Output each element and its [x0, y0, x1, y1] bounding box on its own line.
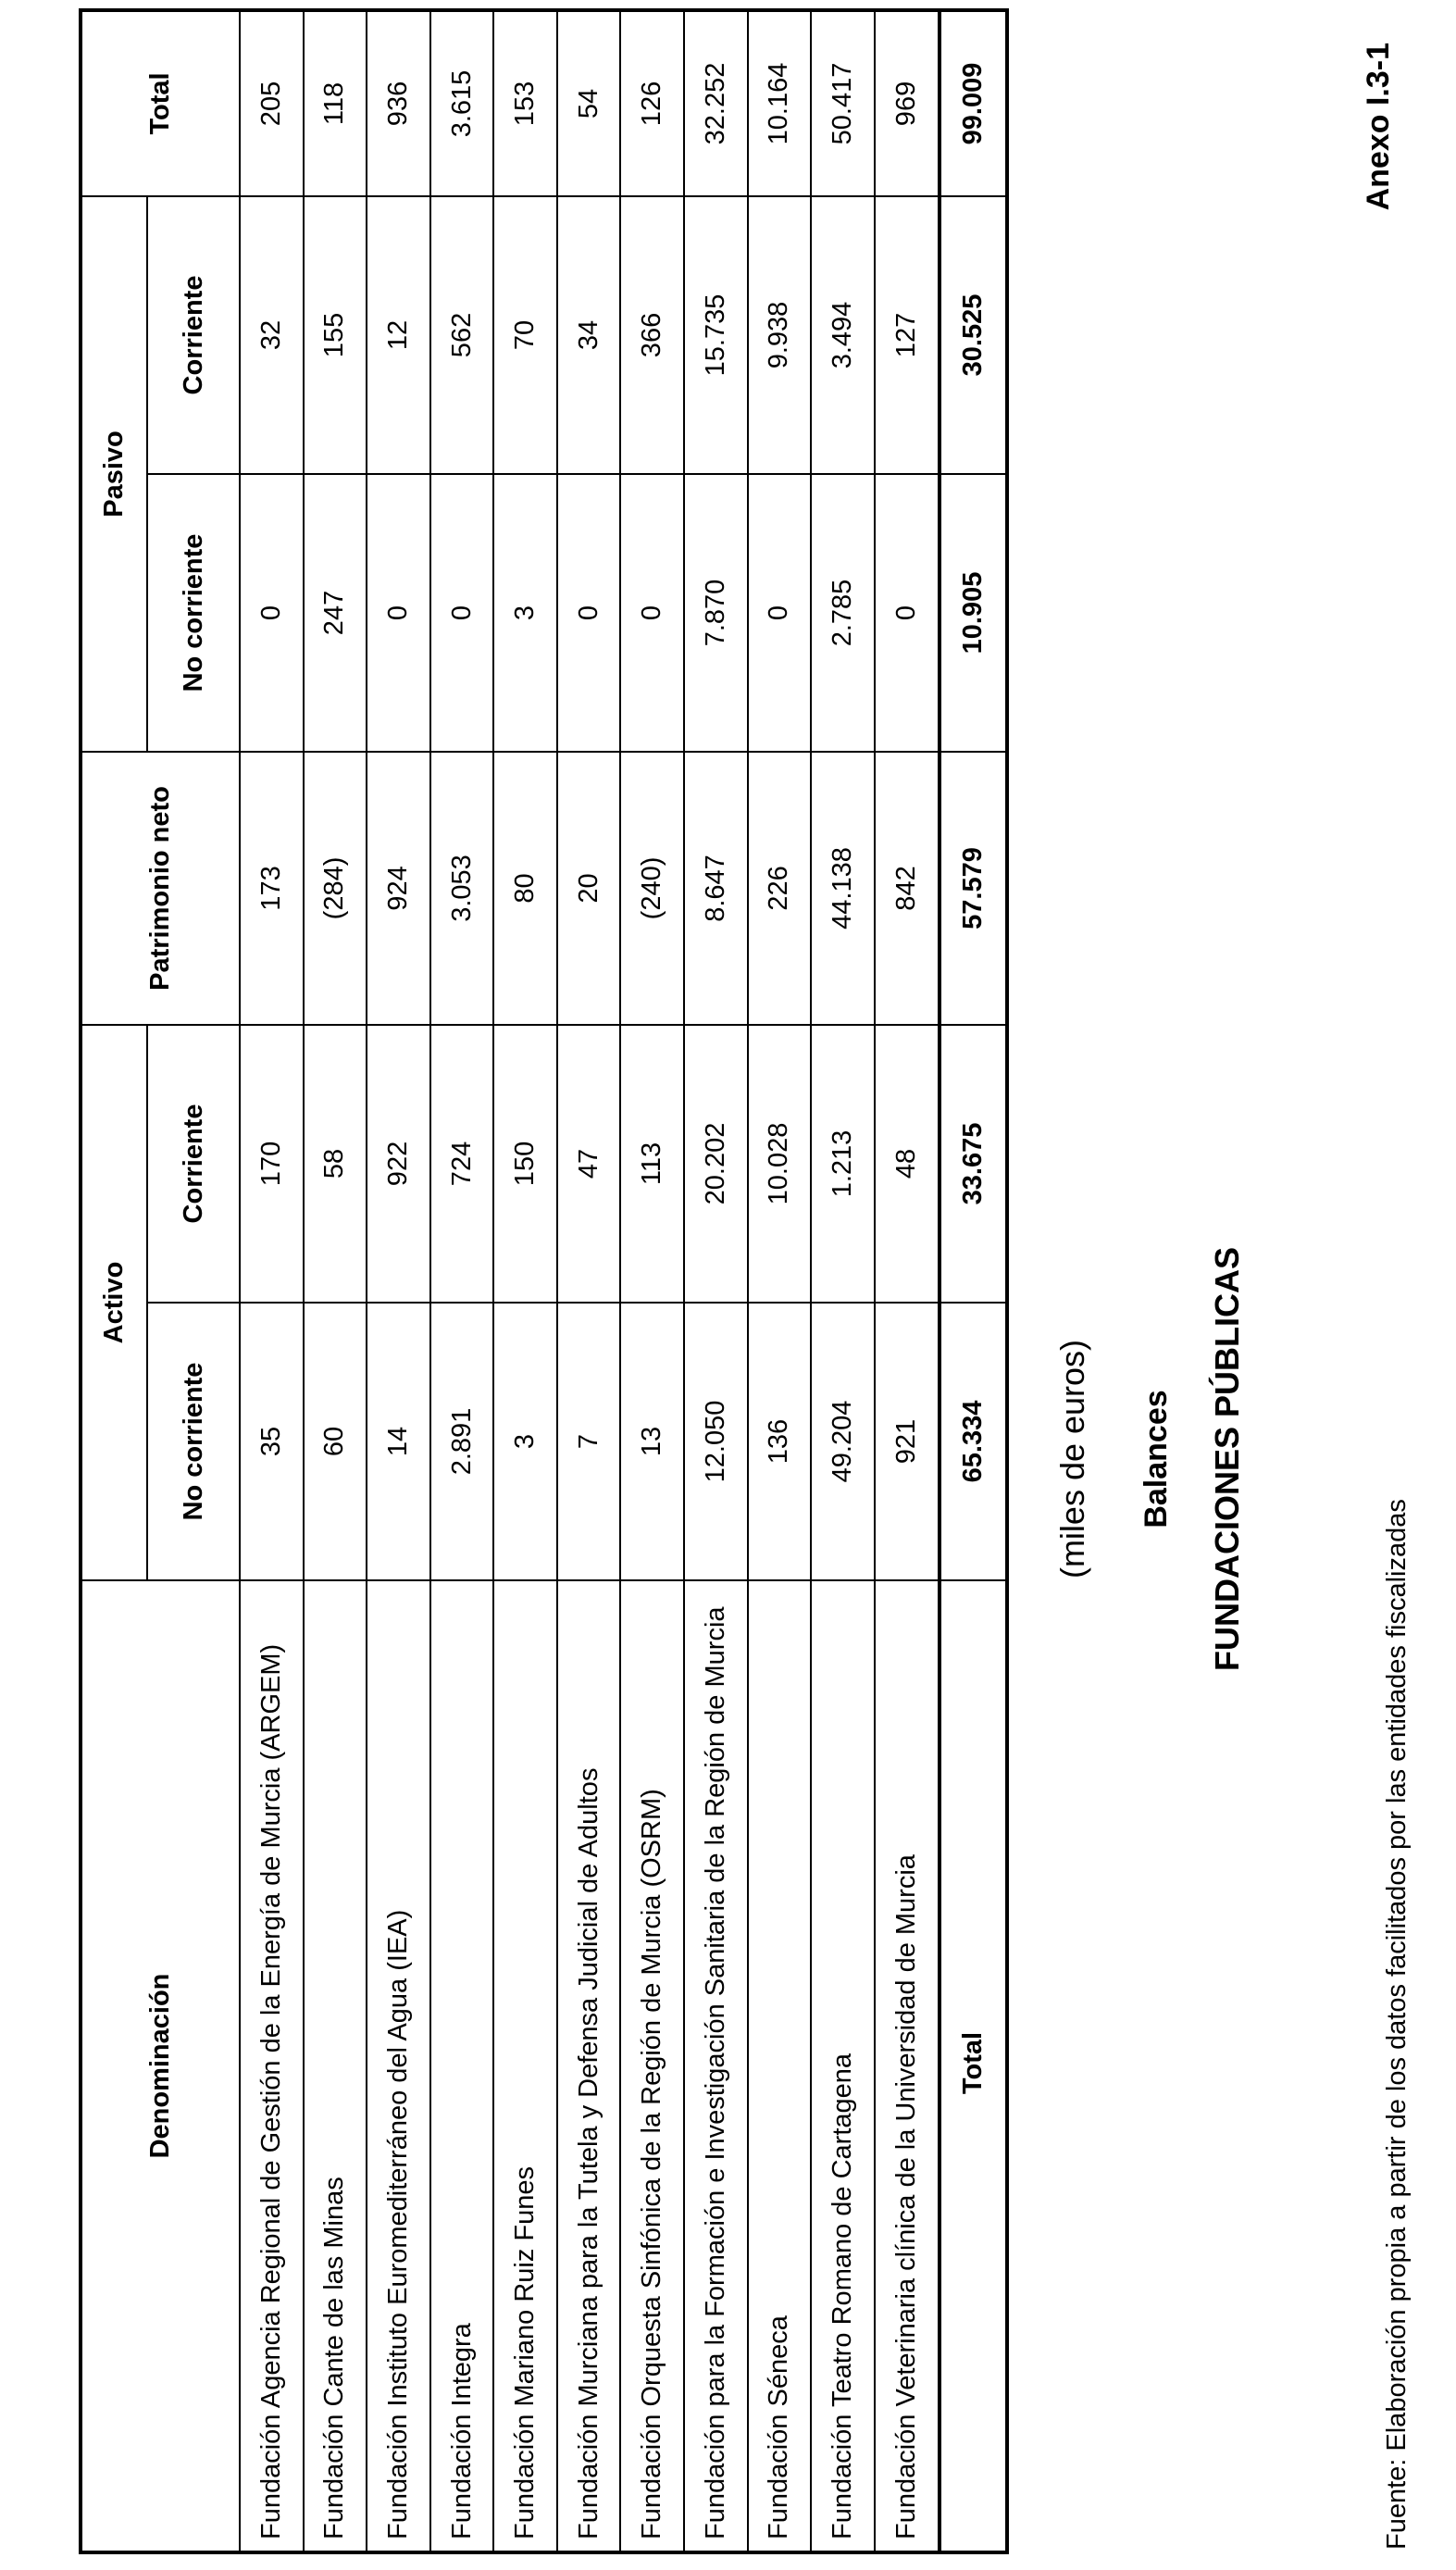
source-note: Fuente: Elaboración propia a partir de los datos facilitados por las entidades fiscalizadas [1382, 1499, 1412, 2550]
annex-label: Anexo I.3-1 [1361, 43, 1396, 211]
header-total: Total [81, 10, 240, 196]
table-row [240, 10, 304, 2552]
row-activo-no-corriente: 3 [493, 1303, 557, 1580]
row-activo-corriente: 20.202 [684, 1025, 748, 1303]
table-body [240, 10, 1007, 2552]
row-pasivo-no-corriente: 3 [493, 474, 557, 752]
header-denominacion: Denominación [81, 1580, 240, 2552]
row-total: 3.615 [430, 10, 494, 196]
row-pasivo-corriente: 32 [240, 196, 304, 474]
header-activo-corriente: Corriente [147, 1025, 240, 1303]
table-row [367, 10, 430, 2552]
row-activo-corriente: 150 [493, 1025, 557, 1303]
row-patrimonio-neto: 3.053 [430, 752, 494, 1025]
header-pasivo-no-corriente: No corriente [147, 474, 240, 752]
row-pasivo-corriente: 12 [367, 196, 430, 474]
row-name: Fundación para la Formación e Investigación Sanitaria de la Región de Murcia [684, 1580, 748, 2552]
header-pasivo-corriente: Corriente [147, 196, 240, 474]
row-pasivo-no-corriente: 0 [748, 474, 812, 752]
row-total: 50.417 [811, 10, 875, 196]
row-activo-corriente: 48 [875, 1025, 940, 1303]
row-pasivo-corriente: 127 [875, 196, 940, 474]
row-name: Fundación Cante de las Minas [304, 1580, 367, 2552]
row-name: Fundación Teatro Romano de Cartagena [811, 1580, 875, 2552]
row-patrimonio-neto: 80 [493, 752, 557, 1025]
row-activo-corriente: 170 [240, 1025, 304, 1303]
row-pasivo-no-corriente: 247 [304, 474, 367, 752]
page-subtitle: Balances [1139, 1390, 1174, 1528]
unit-note: (miles de euros) [1053, 1339, 1091, 1579]
row-name: Fundación Séneca [748, 1580, 812, 2552]
table-row [304, 10, 367, 2552]
row-total: 126 [620, 10, 684, 196]
table-row-total [940, 10, 1007, 2552]
table-row [430, 10, 494, 2552]
row-activo-no-corriente: 49.204 [811, 1303, 875, 1580]
row-pasivo-corriente: 15.735 [684, 196, 748, 474]
row-patrimonio-neto: 8.647 [684, 752, 748, 1025]
row-activo-corriente: 10.028 [748, 1025, 812, 1303]
row-pasivo-corriente: 9.938 [748, 196, 812, 474]
row-activo-corriente: 47 [557, 1025, 621, 1303]
total-pasivo-no-corriente: 10.905 [940, 474, 1007, 752]
row-pasivo-no-corriente: 7.870 [684, 474, 748, 752]
row-patrimonio-neto: 20 [557, 752, 621, 1025]
row-activo-no-corriente: 7 [557, 1303, 621, 1580]
row-pasivo-corriente: 155 [304, 196, 367, 474]
row-pasivo-corriente: 70 [493, 196, 557, 474]
row-name: Fundación Murciana para la Tutela y Defensa Judicial de Adultos [557, 1580, 621, 2552]
row-name: Fundación Orquesta Sinfónica de la Región de Murcia (OSRM) [620, 1580, 684, 2552]
total-total: 99.009 [940, 10, 1007, 196]
table-row [557, 10, 621, 2552]
row-activo-no-corriente: 60 [304, 1303, 367, 1580]
row-name: Fundación Instituto Euromediterráneo del Agua (IEA) [367, 1580, 430, 2552]
row-activo-corriente: 724 [430, 1025, 494, 1303]
row-pasivo-corriente: 34 [557, 196, 621, 474]
row-total: 936 [367, 10, 430, 196]
table-row [620, 10, 684, 2552]
header-pasivo: Pasivo [81, 196, 147, 752]
row-pasivo-no-corriente: 2.785 [811, 474, 875, 752]
header-activo-no-corriente: No corriente [147, 1303, 240, 1580]
table-row [875, 10, 940, 2552]
row-patrimonio-neto: 44.138 [811, 752, 875, 1025]
row-activo-no-corriente: 2.891 [430, 1303, 494, 1580]
row-pasivo-no-corriente: 0 [430, 474, 494, 752]
row-activo-corriente: 922 [367, 1025, 430, 1303]
row-total: 10.164 [748, 10, 812, 196]
row-total: 54 [557, 10, 621, 196]
total-label: Total [940, 1580, 1007, 2552]
balances-table [79, 8, 1009, 2554]
row-pasivo-corriente: 366 [620, 196, 684, 474]
row-pasivo-no-corriente: 0 [240, 474, 304, 752]
row-activo-corriente: 58 [304, 1025, 367, 1303]
row-total: 32.252 [684, 10, 748, 196]
total-activo-corriente: 33.675 [940, 1025, 1007, 1303]
row-total: 969 [875, 10, 940, 196]
table-row [684, 10, 748, 2552]
table-row [811, 10, 875, 2552]
table-row [748, 10, 812, 2552]
row-pasivo-corriente: 562 [430, 196, 494, 474]
row-activo-no-corriente: 921 [875, 1303, 940, 1580]
row-pasivo-no-corriente: 0 [620, 474, 684, 752]
row-total: 118 [304, 10, 367, 196]
row-patrimonio-neto: 226 [748, 752, 812, 1025]
row-pasivo-no-corriente: 0 [875, 474, 940, 752]
row-activo-no-corriente: 14 [367, 1303, 430, 1580]
row-activo-no-corriente: 13 [620, 1303, 684, 1580]
page-title: FUNDACIONES PÚBLICAS [1208, 1247, 1246, 1672]
row-patrimonio-neto: 924 [367, 752, 430, 1025]
row-activo-corriente: 113 [620, 1025, 684, 1303]
row-pasivo-no-corriente: 0 [367, 474, 430, 752]
row-patrimonio-neto: (284) [304, 752, 367, 1025]
total-patrimonio-neto: 57.579 [940, 752, 1007, 1025]
total-activo-no-corriente: 65.334 [940, 1303, 1007, 1580]
row-name: Fundación Integra [430, 1580, 494, 2552]
row-patrimonio-neto: 173 [240, 752, 304, 1025]
row-activo-no-corriente: 35 [240, 1303, 304, 1580]
row-pasivo-no-corriente: 0 [557, 474, 621, 752]
total-pasivo-corriente: 30.525 [940, 196, 1007, 474]
row-activo-no-corriente: 136 [748, 1303, 812, 1580]
row-total: 205 [240, 10, 304, 196]
row-name: Fundación Mariano Ruiz Funes [493, 1580, 557, 2552]
table-row [493, 10, 557, 2552]
header-patrimonio-neto: Patrimonio neto [81, 752, 240, 1025]
row-name: Fundación Agencia Regional de Gestión de la Energía de Murcia (ARGEM) [240, 1580, 304, 2552]
row-name: Fundación Veterinaria clínica de la Universidad de Murcia [875, 1580, 940, 2552]
header-activo: Activo [81, 1025, 147, 1580]
row-activo-no-corriente: 12.050 [684, 1303, 748, 1580]
row-total: 153 [493, 10, 557, 196]
row-activo-corriente: 1.213 [811, 1025, 875, 1303]
row-pasivo-corriente: 3.494 [811, 196, 875, 474]
row-patrimonio-neto: (240) [620, 752, 684, 1025]
row-patrimonio-neto: 842 [875, 752, 940, 1025]
